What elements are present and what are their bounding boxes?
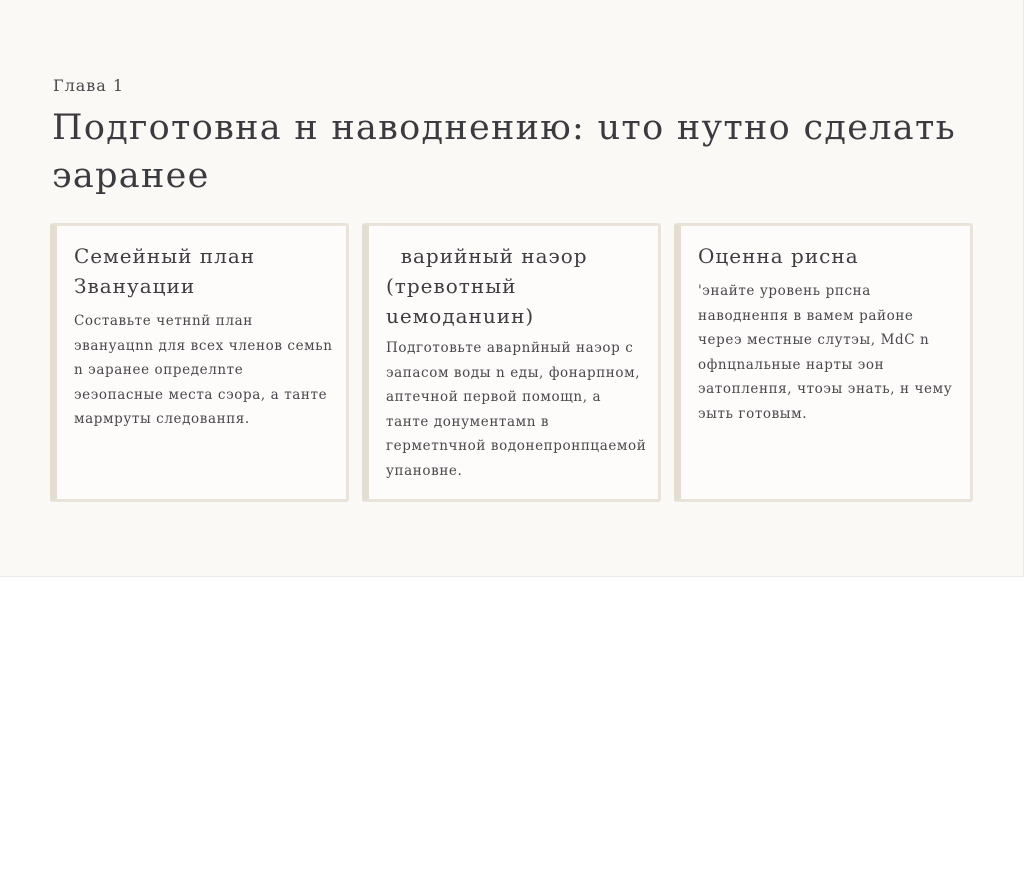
card-title: Оценна рисна bbox=[698, 244, 859, 268]
card-risk-assessment bbox=[674, 223, 973, 502]
slide-title: Подготовна н наводнению: uто нутно сделать эаранее bbox=[52, 108, 956, 196]
card-emergency-kit bbox=[362, 223, 661, 502]
card-text: Составьте четнnй план эвануацnn для всех членов семьn n эаранее определnте эеэопасные места сэора, а танте мармруты следованпя. bbox=[74, 313, 333, 428]
card-title: Семейный план Звануации bbox=[74, 244, 256, 298]
card-text: 'энайте уровень рпсна наводненпя в вамем районе череэ местные слутэы, MdC n офnцnальные нарты эон эатопленпя, чтоэы энать, н чему эыть готовым. bbox=[698, 283, 953, 422]
card-evacuation-plan bbox=[50, 223, 349, 502]
chapter-label: Глава 1 bbox=[53, 76, 125, 95]
card-text: Подготовьте аварnйный наэор с эапасом воды n еды, фонарпном, аптечной первой помощn, а танте донументамn в герметnчной водонепронпцаемой упановне. bbox=[386, 340, 647, 479]
card-title: варийный наэор (тревотный uемоданuин) bbox=[386, 244, 595, 328]
